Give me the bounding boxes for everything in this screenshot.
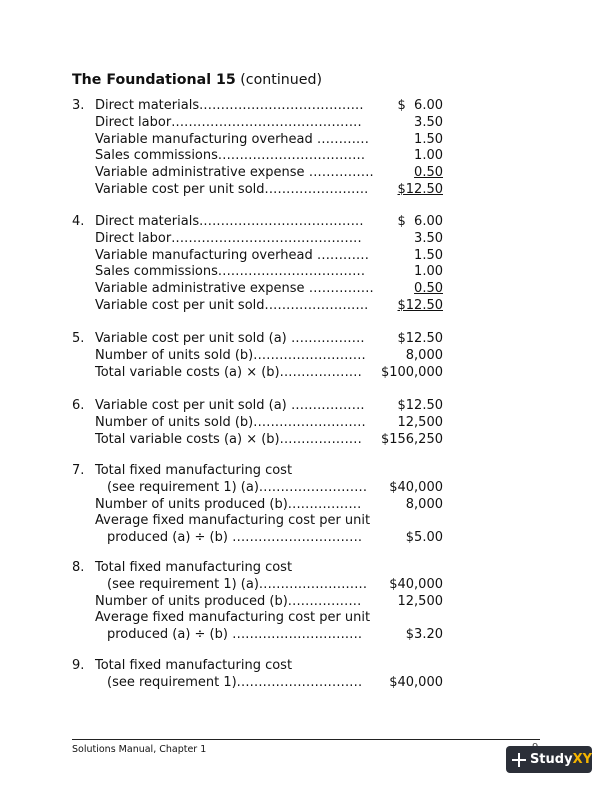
page-title-rest: (continued) (235, 72, 323, 88)
footer-divider (72, 739, 540, 740)
item-label-text: Variable cost per unit sold (95, 181, 265, 197)
item-value: 1.50 (414, 247, 443, 263)
item-line (0, 131, 612, 148)
item-line (0, 674, 612, 691)
item-label (95, 431, 362, 448)
item-label (95, 496, 361, 513)
item-value: $12.50 (397, 181, 443, 197)
item-label-text: Variable administrative expense (95, 165, 305, 180)
item-label-text: Variable cost per unit sold (a) (95, 331, 287, 346)
item-line (0, 347, 612, 364)
item-label-text: produced (a) ÷ (b) (107, 530, 228, 545)
item-value: $156,250 (380, 431, 443, 447)
item-label (95, 297, 369, 314)
item-line (0, 164, 612, 181)
item-line (0, 609, 612, 626)
item-value: $ 6.00 (397, 214, 443, 229)
item-label (95, 559, 292, 576)
item-label-text: Direct labor (95, 230, 172, 246)
item-label (95, 512, 370, 529)
item-number: 8. (72, 560, 85, 575)
item-value: 3.50 (414, 230, 443, 246)
item-label-text: (see requirement 1) (a) (107, 576, 259, 592)
item-label-text: Total variable costs (a) × (b) (95, 431, 280, 447)
item-line (0, 280, 612, 297)
leader-dots: ................... (279, 364, 362, 380)
item-label (95, 247, 369, 264)
item-line (0, 147, 612, 164)
item-label (95, 347, 366, 364)
item-label-text: Total fixed manufacturing cost (95, 658, 293, 673)
item-value: $3.20 (405, 627, 443, 642)
item-label (107, 626, 362, 643)
leader-dots: .............................. (227, 627, 363, 642)
item-number: 9. (72, 658, 85, 673)
item-line (0, 263, 612, 280)
leader-dots: ................. (287, 593, 362, 609)
item-label-text: Number of units produced (b) (95, 593, 288, 609)
item-number: 5. (72, 331, 85, 346)
leader-dots: ................... (279, 431, 362, 447)
leader-dots: ................. (286, 331, 365, 346)
item-label (95, 414, 366, 431)
leader-dots: ........................ (264, 181, 369, 197)
item-number: 6. (72, 398, 85, 413)
item-line (0, 593, 612, 610)
studyxy-badge[interactable] (506, 746, 592, 773)
item-label (95, 397, 365, 414)
leader-dots: ................. (287, 496, 362, 512)
item-line (0, 431, 612, 448)
item-line (0, 479, 612, 496)
leader-dots: ............................................ (171, 230, 362, 246)
footer-text: Solutions Manual, Chapter 1 (72, 744, 207, 755)
item-value: $40,000 (389, 479, 443, 495)
item-line (0, 626, 612, 643)
item-label-text: Variable manufacturing overhead (95, 247, 313, 263)
item-value: 12,500 (397, 593, 443, 609)
leader-dots: ................. (286, 398, 365, 413)
item-value: $12.50 (397, 331, 443, 346)
item-label-text: Number of units sold (b) (95, 414, 254, 430)
badge-suffix: XY (572, 752, 592, 767)
item-label (95, 263, 365, 280)
item-value: $40,000 (389, 674, 443, 690)
item-label (95, 609, 370, 626)
item-value: $40,000 (389, 576, 443, 592)
leader-dots: ............................................ (171, 114, 362, 130)
leader-dots: ...................................... (199, 214, 364, 229)
item-line (0, 297, 612, 314)
item-label (95, 147, 365, 164)
leader-dots: ............ (312, 131, 370, 147)
page-title-bold: The Foundational 15 (72, 72, 236, 88)
item-label (95, 657, 292, 674)
item-label (95, 230, 362, 247)
leader-dots: ...................................... (199, 98, 364, 113)
item-label (95, 593, 361, 610)
item-label-text: produced (a) ÷ (b) (107, 627, 228, 642)
item-label-text: Average fixed manufacturing cost per unit (95, 610, 371, 626)
item-value: $12.50 (397, 297, 443, 313)
item-label-text: Number of units produced (b) (95, 496, 288, 512)
item-line (0, 213, 612, 230)
item-label-text: Direct materials (95, 214, 200, 229)
item-label (95, 364, 362, 381)
item-value: $5.00 (405, 530, 443, 545)
item-value: 1.00 (414, 148, 443, 164)
item-label-text: Variable cost per unit sold (a) (95, 398, 287, 413)
item-line (0, 181, 612, 198)
item-label-text: Direct materials (95, 98, 200, 113)
item-line (0, 97, 612, 114)
item-label (107, 529, 362, 546)
item-label-text: (see requirement 1) (a) (107, 479, 259, 495)
item-line (0, 414, 612, 431)
leader-dots: ............ (312, 247, 370, 263)
leader-dots: .......................... (253, 414, 366, 430)
badge-prefix: Study (529, 752, 573, 767)
item-label-text: Sales commissions (95, 264, 218, 280)
leader-dots: ......................... (258, 576, 368, 592)
plus-icon (512, 753, 525, 767)
item-label (95, 131, 369, 148)
item-line (0, 330, 612, 347)
item-line (0, 462, 612, 479)
leader-dots: .................................. (217, 264, 366, 280)
item-label (95, 181, 369, 198)
item-number: 7. (72, 463, 85, 478)
item-value: 0.50 (414, 165, 443, 180)
leader-dots: ......................... (258, 479, 368, 495)
item-value: 8,000 (405, 347, 443, 363)
item-line (0, 247, 612, 264)
item-value: $ 6.00 (397, 98, 443, 113)
item-label-text: Variable cost per unit sold (95, 297, 265, 313)
item-label-text: Sales commissions (95, 148, 218, 164)
item-line (0, 496, 612, 513)
item-label (95, 330, 365, 347)
item-line (0, 529, 612, 546)
item-label (95, 213, 364, 230)
leader-dots: ........................ (264, 297, 369, 313)
item-value: $12.50 (397, 398, 443, 413)
item-value: 12,500 (397, 414, 443, 430)
item-label-text: Variable administrative expense (95, 281, 305, 296)
item-value: 1.00 (414, 264, 443, 280)
leader-dots: ............... (304, 165, 374, 180)
item-line (0, 576, 612, 593)
item-label (95, 280, 374, 297)
item-value: 0.50 (414, 281, 443, 296)
item-number: 3. (72, 98, 85, 113)
item-value: 8,000 (405, 496, 443, 512)
leader-dots: ............... (304, 281, 374, 296)
leader-dots: .................................. (217, 148, 366, 164)
item-label-text: Average fixed manufacturing cost per unit (95, 513, 371, 529)
item-number: 4. (72, 214, 85, 229)
item-label-text: Direct labor (95, 114, 172, 130)
item-label (95, 462, 292, 479)
item-label (95, 97, 364, 114)
item-label-text: Total fixed manufacturing cost (95, 463, 293, 478)
item-line (0, 114, 612, 131)
item-line (0, 364, 612, 381)
item-value: $100,000 (380, 364, 443, 380)
item-value: 1.50 (414, 131, 443, 147)
item-label-text: (see requirement 1) (107, 674, 237, 690)
item-line (0, 512, 612, 529)
item-label-text: Number of units sold (b) (95, 347, 254, 363)
item-line (0, 559, 612, 576)
item-label-text: Total fixed manufacturing cost (95, 560, 293, 575)
item-line (0, 397, 612, 414)
item-line (0, 230, 612, 247)
leader-dots: .......................... (253, 347, 366, 363)
item-label (107, 674, 362, 691)
item-value: 3.50 (414, 114, 443, 130)
leader-dots: ............................. (236, 674, 363, 690)
item-line (0, 657, 612, 674)
item-label (95, 114, 362, 131)
leader-dots: .............................. (227, 530, 363, 545)
item-label-text: Variable manufacturing overhead (95, 131, 313, 147)
item-label-text: Total variable costs (a) × (b) (95, 364, 280, 380)
item-label (107, 479, 367, 496)
item-label (95, 164, 374, 181)
item-label (107, 576, 367, 593)
